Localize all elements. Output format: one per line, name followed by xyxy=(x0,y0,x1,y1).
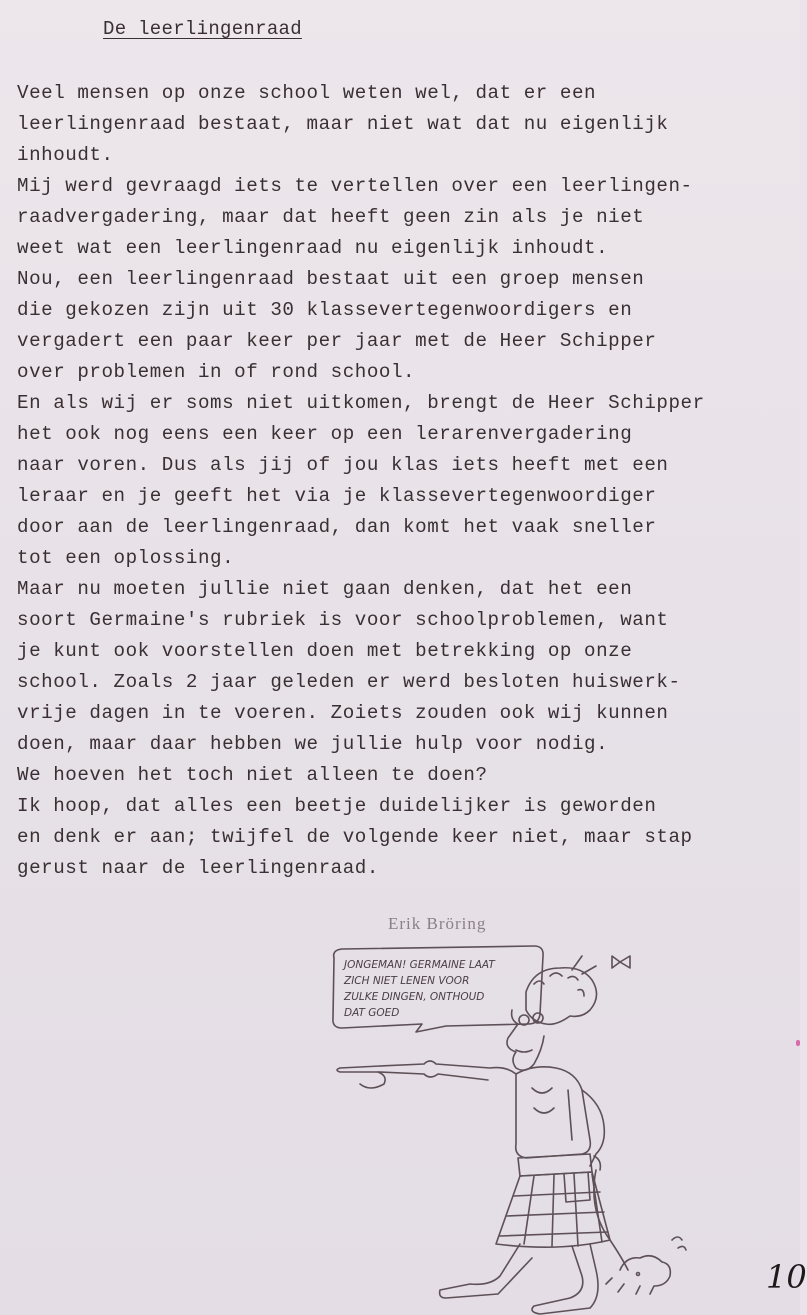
text-line: vrije dagen in te voeren. Zoiets zouden ook wij kunnen xyxy=(17,702,669,724)
cartoon-illustration xyxy=(320,940,700,1315)
author-signature: Erik Bröring xyxy=(388,914,487,933)
text-line: en denk er aan; twijfel de volgende keer niet, maar stap xyxy=(17,826,693,848)
bubble-line: DAT GOED xyxy=(344,1007,400,1019)
text-line: We hoeven het toch niet alleen te doen? xyxy=(17,764,488,786)
figure-legs xyxy=(440,1244,532,1298)
text-line: Mij werd gevraagd iets te vertellen over een leerlingen- xyxy=(17,175,693,197)
figure-torso xyxy=(516,1067,591,1158)
text-line: Veel mensen op onze school weten wel, dat er een xyxy=(17,82,597,104)
text-line: soort Germaine's rubriek is voor schoolproblemen, want xyxy=(17,609,669,631)
page-title: De leerlingenraad xyxy=(103,18,302,40)
text-line: gerust naar de leerlingenraad. xyxy=(17,857,379,879)
text-line: je kunt ook voorstellen doen met betrekking op onze xyxy=(17,640,633,662)
text-line: school. Zoals 2 jaar geleden er werd besloten huiswerk- xyxy=(17,671,681,693)
text-line: die gekozen zijn uit 30 klassevertegenwoordigers en xyxy=(17,299,633,321)
text-line: weet wat een leerlingenraad nu eigenlijk inhoudt. xyxy=(17,237,609,259)
text-line: Maar nu moeten jullie niet gaan denken, dat het een xyxy=(17,578,633,600)
bow-icon xyxy=(612,956,630,968)
text-line: naar voren. Dus als jij of jou klas iets heeft met een xyxy=(17,454,669,476)
text-line: leerlingenraad bestaat, maar niet wat dat nu eigenlijk xyxy=(17,113,669,135)
page-number: 10 xyxy=(766,1258,807,1296)
speech-bubble-text xyxy=(342,959,496,1019)
text-line: het ook nog eens een keer op een lerarenvergadering xyxy=(17,423,633,445)
text-line: doen, maar daar hebben we jullie hulp voor nodig. xyxy=(17,733,609,755)
bubble-line: JONGEMAN! GERMAINE LAAT xyxy=(344,959,495,971)
pointing-arm xyxy=(380,1061,516,1074)
text-line: tot een oplossing. xyxy=(17,547,235,569)
bubble-line: ZICH NIET LENEN VOOR xyxy=(344,975,470,987)
bubble-line: ZULKE DINGEN, ONTHOUD xyxy=(344,991,485,1003)
article-body xyxy=(17,78,787,884)
text-line: leraar en je geeft het via je klassevertegenwoordiger xyxy=(17,485,657,507)
text-line: Nou, een leerlingenraad bestaat uit een groep mensen xyxy=(17,268,645,290)
text-line: inhoudt. xyxy=(17,144,114,166)
text-line: vergadert een paar keer per jaar met de Heer Schipper xyxy=(17,330,657,352)
text-line: En als wij er soms niet uitkomen, brengt de Heer Schipper xyxy=(17,392,705,414)
text-line: over problemen in of rond school. xyxy=(17,361,416,383)
ink-speck xyxy=(796,1040,800,1046)
text-line: raadvergadering, maar dat heeft geen zin als je niet xyxy=(17,206,645,228)
text-line: door aan de leerlingenraad, dan komt het vaak sneller xyxy=(17,516,657,538)
text-line: Ik hoop, dat alles een beetje duidelijker is geworden xyxy=(17,795,657,817)
